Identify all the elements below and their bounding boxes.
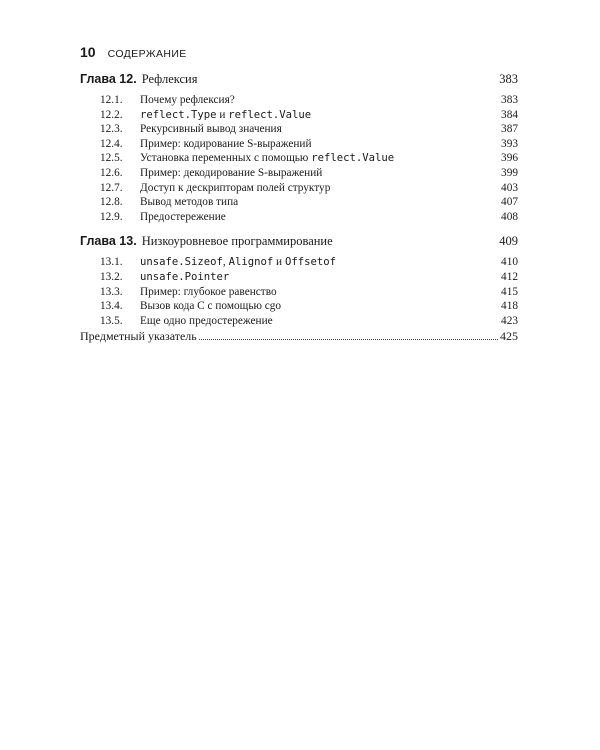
toc-entry[interactable] [80, 196, 518, 211]
chapter-page: 409 [499, 234, 518, 249]
section-number: 12.3. [100, 123, 123, 136]
section-text: и [216, 108, 229, 121]
toc-entry[interactable] [80, 211, 518, 226]
section-title [140, 182, 330, 194]
code-text: unsafe.Pointer [140, 270, 230, 283]
chapter-gap [80, 225, 518, 234]
section-title [140, 152, 394, 164]
section-text: , [222, 256, 229, 269]
chapter-label: Глава 12. [80, 72, 137, 86]
section-page: 383 [501, 94, 518, 106]
section-page: 415 [501, 285, 518, 298]
section-title [140, 138, 312, 150]
chapter-page: 383 [499, 72, 518, 86]
toc-entry[interactable] [80, 315, 518, 330]
section-page: 407 [501, 196, 518, 209]
dot-leader [199, 339, 498, 340]
section-title [140, 315, 273, 327]
section-number: 12.8. [100, 196, 123, 209]
section-title [140, 271, 229, 283]
section-page: 403 [501, 181, 518, 194]
section-text: Доступ к дескрипторам полей структур [140, 181, 331, 194]
toc-entry[interactable] [80, 94, 518, 109]
toc-entry[interactable] [80, 152, 518, 167]
section-page: 408 [501, 210, 518, 223]
code-text: reflect.Value [228, 108, 312, 121]
chapter-heading[interactable] [80, 72, 518, 94]
section-page: 384 [501, 108, 518, 121]
section-text: Вызов кода С с помощью cgo [140, 300, 282, 313]
section-number: 12.5. [100, 152, 123, 165]
running-title: СОДЕРЖАНИЕ [107, 48, 187, 60]
section-number: 12.1. [100, 94, 123, 106]
section-number: 13.4. [100, 300, 123, 313]
section-number: 13.1. [100, 256, 123, 269]
toc-entry[interactable] [80, 123, 518, 138]
section-title [140, 286, 277, 298]
toc-entry[interactable] [80, 182, 518, 197]
index-page: 425 [500, 329, 518, 344]
section-text: Установка переменных с помощью [140, 152, 312, 165]
toc-entry[interactable] [80, 138, 518, 153]
toc-entry[interactable] [80, 167, 518, 182]
section-page: 393 [501, 137, 518, 150]
section-text: Рекурсивный вывод значения [140, 123, 282, 136]
chapter-heading[interactable] [80, 234, 518, 256]
section-text: Пример: кодирование S-выражений [140, 137, 312, 150]
section-page: 412 [501, 270, 518, 283]
chapter-title: Низкоуровневое программирование [141, 234, 333, 249]
section-number: 12.4. [100, 137, 123, 150]
toc-entry[interactable] [80, 109, 518, 124]
index-entry[interactable] [80, 329, 518, 345]
chapter-title: Рефлексия [141, 72, 198, 86]
section-title [140, 300, 281, 312]
section-title [140, 167, 322, 179]
section-title [140, 211, 226, 223]
section-page: 423 [501, 314, 518, 327]
section-title [140, 94, 235, 106]
page-header [80, 44, 187, 64]
code-text: reflect.Type [140, 108, 217, 121]
section-number: 13.3. [100, 285, 123, 298]
section-text: Пример: глубокое равенство [140, 285, 277, 298]
section-number: 12.6. [100, 166, 123, 179]
section-title [140, 109, 311, 121]
toc-entry[interactable] [80, 271, 518, 286]
code-text: Offsetof [284, 256, 336, 269]
section-page: 418 [501, 300, 518, 313]
section-title [140, 256, 336, 268]
index-label: Предметный указатель [80, 329, 197, 344]
chapter-label: Глава 13. [80, 234, 137, 249]
page-number: 10 [80, 44, 96, 60]
section-text: и [273, 256, 285, 269]
section-page: 396 [501, 152, 518, 165]
section-number: 12.2. [100, 108, 123, 121]
section-page: 399 [501, 166, 518, 179]
section-text: Предостережение [140, 210, 226, 223]
code-text: unsafe.Sizeof [140, 256, 223, 269]
code-text: Alignof [228, 256, 274, 269]
toc-entry[interactable] [80, 256, 518, 271]
toc-entry[interactable] [80, 300, 518, 315]
section-text: Почему рефлексия? [140, 94, 235, 106]
section-number: 12.9. [100, 210, 123, 223]
section-text: Пример: декодирование S-выражений [140, 166, 323, 179]
code-text: reflect.Value [311, 152, 395, 165]
section-number: 13.2. [100, 270, 123, 283]
section-number: 13.5. [100, 314, 123, 327]
section-text: Вывод методов типа [140, 196, 239, 209]
section-page: 410 [501, 256, 518, 269]
section-title [140, 123, 282, 135]
section-page: 387 [501, 123, 518, 136]
toc-entry[interactable] [80, 286, 518, 301]
section-title [140, 196, 238, 208]
section-text: Еще одно предостережение [140, 314, 273, 327]
table-of-contents [80, 72, 518, 345]
section-number: 12.7. [100, 181, 123, 194]
